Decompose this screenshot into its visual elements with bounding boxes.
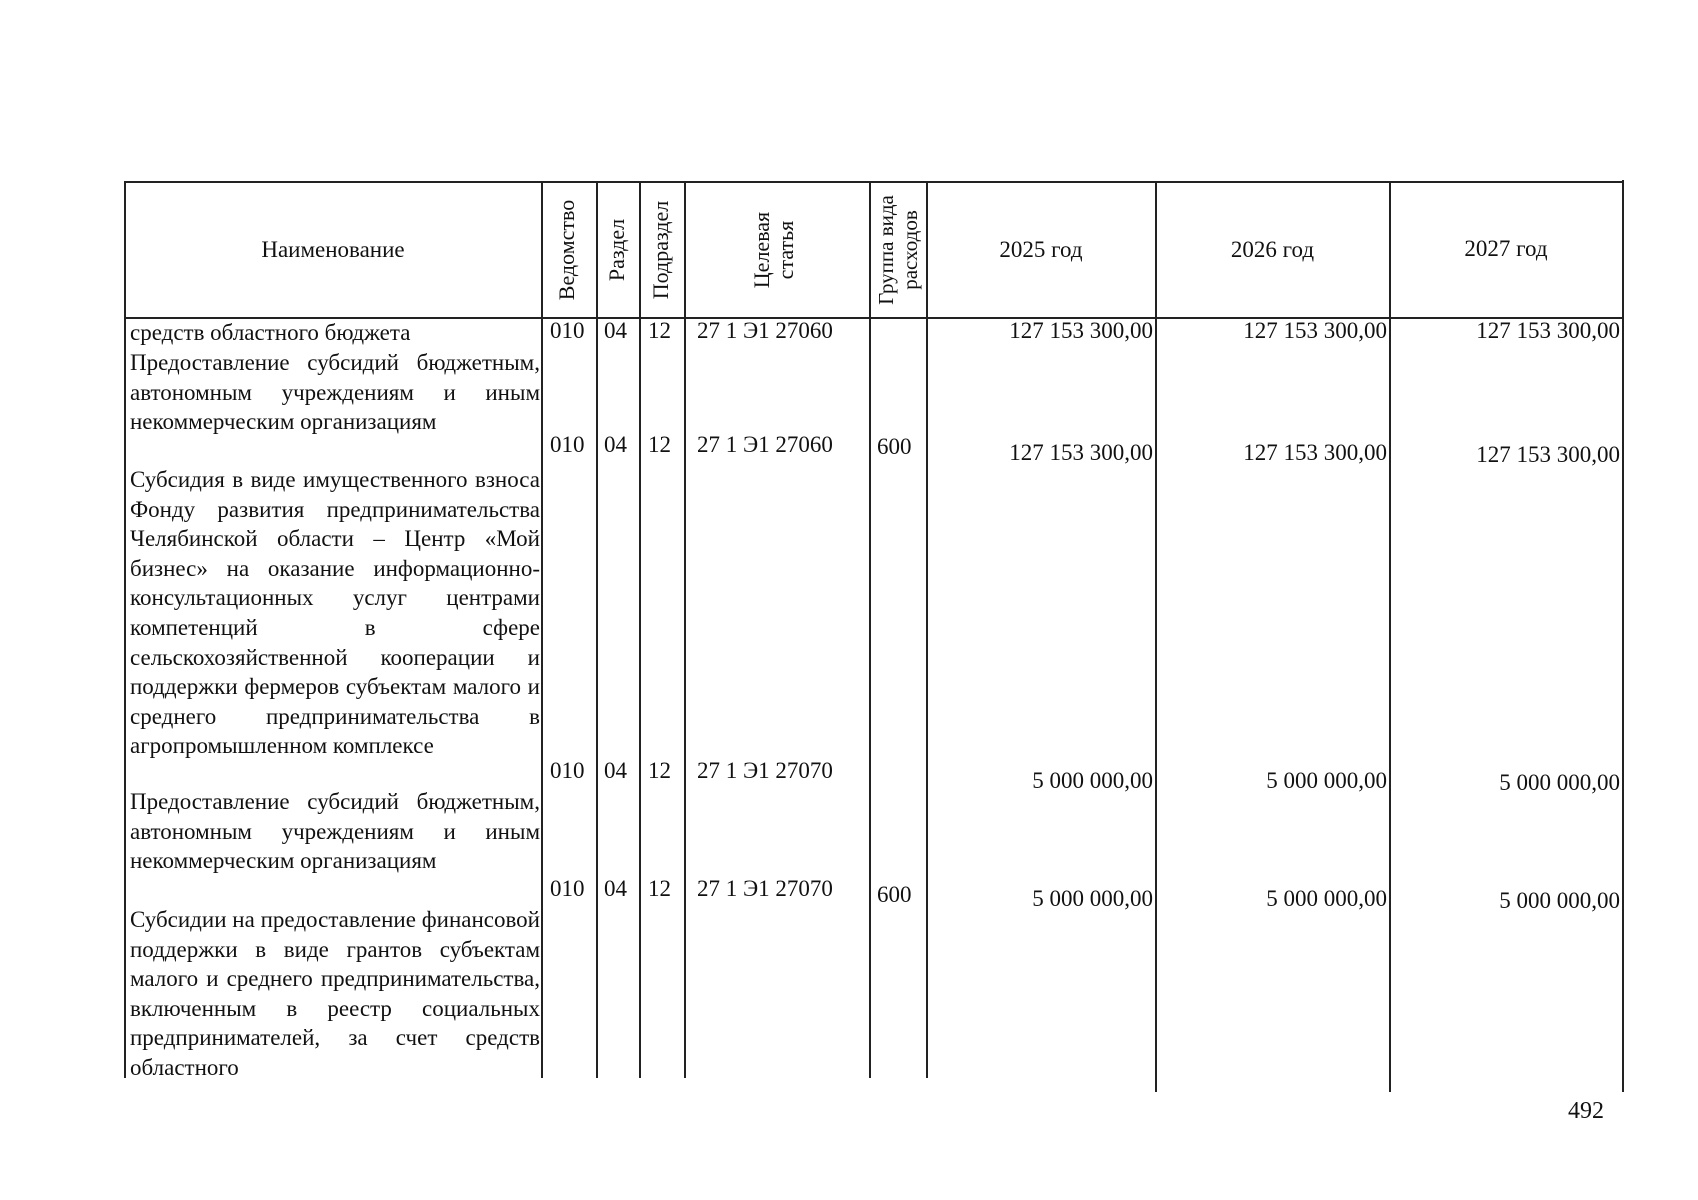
header-razdel xyxy=(605,185,631,315)
cell-razdel: 04 xyxy=(604,876,627,901)
row-name-3 xyxy=(130,787,540,876)
header-2026 xyxy=(1157,184,1388,316)
cell-2027: 127 153 300,00 xyxy=(1476,318,1620,343)
header-2025 xyxy=(928,184,1154,316)
row-name-text: средств областного бюджета xyxy=(130,320,411,345)
cell-ved: 010 xyxy=(550,432,585,457)
cell-2026: 127 153 300,00 xyxy=(1243,318,1387,343)
cell-2025: 5 000 000,00 xyxy=(1032,886,1153,911)
row-name-text: Субсидии на предоставление финансовой поддержки в виде грантов субъектам малого и среднего предпринимательства, включенным в реестр социальных предпринимателей, за счет средств областного xyxy=(130,907,540,1080)
cell-razdel: 04 xyxy=(604,758,627,783)
cell-podrazdel: 12 xyxy=(648,876,671,901)
row-name-text: Предоставление субсидий бюджетным, автономным учреждениям и иным некоммерческим организациям xyxy=(130,350,540,435)
cell-podrazdel: 12 xyxy=(648,432,671,457)
cell-2026: 127 153 300,00 xyxy=(1243,440,1387,465)
row-name-2 xyxy=(130,465,540,761)
row-name-4 xyxy=(130,905,540,1083)
cell-statya: 27 1 Э1 27070 xyxy=(697,876,833,901)
cell-statya: 27 1 Э1 27060 xyxy=(697,432,833,457)
header-gruppa xyxy=(874,183,926,317)
cell-ved: 010 xyxy=(550,318,585,343)
row-name-text: Предоставление субсидий бюджетным, автономным учреждениям и иным некоммерческим организациям xyxy=(130,789,540,874)
cell-2027: 127 153 300,00 xyxy=(1476,442,1620,467)
col-border-podrazdel xyxy=(639,182,641,1078)
header-podrazdel-text: Подраздел xyxy=(648,200,673,300)
cell-2025: 5 000 000,00 xyxy=(1032,768,1153,793)
header-vedomstvo xyxy=(555,185,581,315)
page-number: 492 xyxy=(1568,1098,1604,1124)
cell-2026: 5 000 000,00 xyxy=(1266,886,1387,911)
header-2025-text: 2025 год xyxy=(999,237,1083,262)
cell-gruppa: 600 xyxy=(877,882,912,907)
col-border-left xyxy=(124,182,126,1078)
cell-statya: 27 1 Э1 27070 xyxy=(697,758,833,783)
cell-statya: 27 1 Э1 27060 xyxy=(697,318,833,343)
col-border-2027 xyxy=(1389,182,1391,1092)
cell-2027: 5 000 000,00 xyxy=(1499,888,1620,913)
col-border-razdel xyxy=(596,182,598,1078)
header-podrazdel xyxy=(649,185,675,315)
header-razdel-text: Раздел xyxy=(604,218,629,282)
col-border-2025 xyxy=(926,182,928,1078)
cell-razdel: 04 xyxy=(604,318,627,343)
header-celevaya-line1: Целевая xyxy=(749,211,774,289)
col-border-right xyxy=(1622,180,1624,1092)
header-name-text: Наименование xyxy=(261,237,405,262)
header-name xyxy=(126,184,540,316)
cell-podrazdel: 12 xyxy=(648,318,671,343)
row-name-0 xyxy=(130,318,540,348)
cell-2026: 5 000 000,00 xyxy=(1266,768,1387,793)
col-border-2026 xyxy=(1155,182,1157,1092)
cell-ved: 010 xyxy=(550,758,585,783)
header-celevaya-statya xyxy=(750,185,802,315)
header-2027 xyxy=(1391,184,1621,314)
col-border-statya xyxy=(684,182,686,1078)
header-celevaya-line2: статья xyxy=(773,220,798,280)
header-2026-text: 2026 год xyxy=(1230,237,1315,262)
header-vedomstvo-text: Ведомство xyxy=(554,199,579,301)
row-name-1 xyxy=(130,348,540,437)
header-gruppa-line1: Группа вида xyxy=(874,195,898,305)
cell-razdel: 04 xyxy=(604,432,627,457)
cell-gruppa: 600 xyxy=(877,434,912,459)
cell-2025: 127 153 300,00 xyxy=(1009,440,1153,465)
cell-2025: 127 153 300,00 xyxy=(1009,318,1153,343)
cell-ved: 010 xyxy=(550,876,585,901)
col-border-gruppa xyxy=(869,182,871,1078)
col-border-ved xyxy=(541,182,543,1078)
cell-2027: 5 000 000,00 xyxy=(1499,770,1620,795)
cell-podrazdel: 12 xyxy=(648,758,671,783)
row-name-text: Субсидия в виде имущественного взноса Фонду развития предпринимательства Челябинской области – Центр «Мой бизнес» на оказание информационно-консультационных услуг центрами компетенций в сфере сельскохозяйственной кооперации и поддержки фермеров субъектам малого и среднего предпринимательства в агропромышленном комплексе xyxy=(130,467,540,759)
header-gruppa-line2: расходов xyxy=(898,210,922,290)
header-2027-text: 2027 год xyxy=(1464,236,1548,261)
